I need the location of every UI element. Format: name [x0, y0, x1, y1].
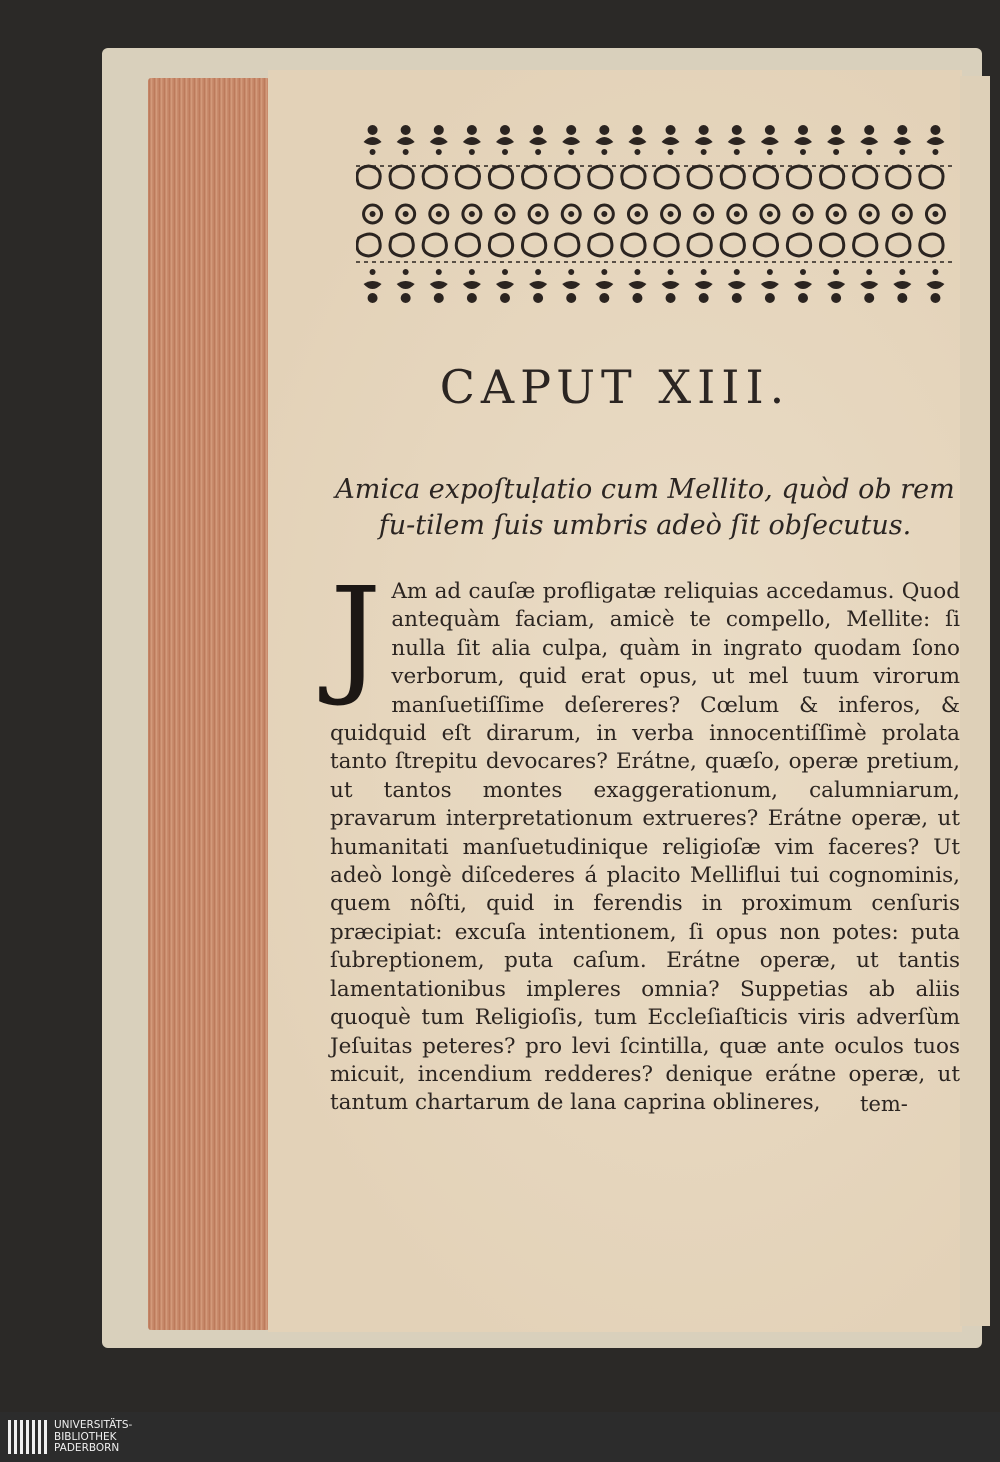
ornament-motif [463, 281, 481, 289]
ornament-motif [787, 234, 810, 256]
ornament-motif [628, 281, 646, 289]
ornament-motif [800, 211, 806, 217]
ornament-motif [864, 293, 874, 303]
ornament-motif [436, 211, 442, 217]
ornament-motif [370, 211, 376, 217]
ornament-pattern [356, 125, 952, 303]
ornament-motif [634, 211, 640, 217]
ornament-motif [533, 293, 543, 303]
ornament-motif [403, 149, 409, 155]
ornament-motif [502, 269, 508, 275]
ornament-motif [556, 234, 579, 256]
ornament-motif [535, 269, 541, 275]
ornament-motif [403, 269, 409, 275]
ornament-motif [655, 234, 678, 256]
ornament-motif [866, 211, 872, 217]
ornament-motif [827, 281, 845, 289]
ornament-motif [897, 125, 907, 135]
ornament-motif [695, 137, 713, 145]
ornament-motif [368, 293, 378, 303]
ornament-motif [463, 137, 481, 145]
ornament-motif [599, 125, 609, 135]
ornament-motif [496, 281, 514, 289]
ornament-motif [701, 149, 707, 155]
ornament-motif [721, 234, 744, 256]
ornament-motif [456, 166, 479, 188]
ornament-motif [456, 234, 479, 256]
ornament-motif [662, 137, 680, 145]
ornament-motif [556, 166, 579, 188]
ornament-motif [930, 125, 940, 135]
chapter-title: CAPUT XIII. [439, 360, 791, 414]
ornament-motif [833, 149, 839, 155]
catchword: tem- [860, 1092, 908, 1116]
ornament-motif [754, 166, 777, 188]
ornament-motif [787, 166, 810, 188]
ornament-motif [899, 211, 905, 217]
ornament-motif [469, 211, 475, 217]
ornament-motif [666, 293, 676, 303]
ornament-motif [926, 281, 944, 289]
ornament-motif [589, 234, 612, 256]
ornament-motif [887, 166, 910, 188]
ornament-motif [728, 137, 746, 145]
ornament-motif [634, 269, 640, 275]
ornament-motif [734, 149, 740, 155]
ornament-motif [765, 125, 775, 135]
ornament-motif [401, 293, 411, 303]
ornament-motif [489, 166, 512, 188]
ornament-motif [601, 211, 607, 217]
ornament-motif [866, 149, 872, 155]
ornament-motif [522, 234, 545, 256]
ornament-motif [500, 293, 510, 303]
ornament-motif [932, 211, 938, 217]
ornament-motif [599, 293, 609, 303]
ornament-motif [489, 234, 512, 256]
ornament-motif [827, 137, 845, 145]
ornament-motif [562, 137, 580, 145]
ornament-motif [866, 269, 872, 275]
ornament-motif [436, 269, 442, 275]
ornament-motif [767, 269, 773, 275]
ornament-motif [357, 234, 380, 256]
ornament-motif [728, 281, 746, 289]
ornament-motif [794, 281, 812, 289]
ornament-motif [831, 293, 841, 303]
ornament-motif [666, 125, 676, 135]
ornament-motif [622, 234, 645, 256]
ornament-motif [368, 125, 378, 135]
body-text [330, 561, 960, 1118]
ornament-motif [502, 149, 508, 155]
ornament-motif [798, 125, 808, 135]
ornament-motif [833, 211, 839, 217]
ornament-motif [820, 166, 843, 188]
ornament-motif [732, 125, 742, 135]
ornament-motif [522, 166, 545, 188]
ornament-motif [562, 281, 580, 289]
printers-ornament [356, 122, 952, 306]
library-logo-text [54, 1420, 132, 1455]
ornament-motif [397, 281, 415, 289]
ornament-motif [634, 149, 640, 155]
ornament-motif [403, 211, 409, 217]
chapter-summary: Amica expoſtuḷatio cum Mellito, quòd ob rem fu-tilem ſuis umbris adeò ſit obſecutus. [335, 474, 955, 541]
ornament-motif [701, 269, 707, 275]
ornament-motif [794, 137, 812, 145]
ornament-motif [496, 137, 514, 145]
library-logo-icon [8, 1420, 48, 1454]
ornament-motif [467, 293, 477, 303]
ornament-motif [688, 166, 711, 188]
ornament-motif [628, 137, 646, 145]
ornament-motif [469, 269, 475, 275]
ornament-motif [800, 149, 806, 155]
logo-line-2: BIBLIOTHEK [54, 1430, 117, 1443]
ornament-motif [930, 293, 940, 303]
ornament-motif [893, 281, 911, 289]
ornament-motif [668, 269, 674, 275]
ornament-motif [601, 269, 607, 275]
ornament-motif [833, 269, 839, 275]
ornament-motif [535, 211, 541, 217]
ornament-motif [854, 234, 877, 256]
ornament-motif [761, 281, 779, 289]
ornament-motif [423, 234, 446, 256]
ornament-motif [364, 137, 382, 145]
drop-cap: J [330, 561, 382, 710]
page-edges [148, 78, 270, 1330]
ornament-motif [899, 269, 905, 275]
ornament-motif [595, 137, 613, 145]
ornament-motif [390, 166, 413, 188]
ornament-motif [767, 211, 773, 217]
ornament-motif [662, 281, 680, 289]
ornament-motif [860, 137, 878, 145]
ornament-motif [423, 166, 446, 188]
ornament-motif [589, 166, 612, 188]
ornament-motif [767, 149, 773, 155]
ornament-motif [699, 293, 709, 303]
ornament-motif [500, 125, 510, 135]
ornament-motif [854, 166, 877, 188]
ornament-motif [533, 125, 543, 135]
ornament-motif [436, 149, 442, 155]
ornament-motif [920, 234, 943, 256]
ornament-motif [932, 269, 938, 275]
ornament-motif [887, 234, 910, 256]
ornament-motif [893, 137, 911, 145]
ornament-motif [761, 137, 779, 145]
ornament-motif [864, 125, 874, 135]
ornament-motif [535, 149, 541, 155]
ornament-motif [695, 281, 713, 289]
ornament-motif [357, 166, 380, 188]
ornament-motif [721, 166, 744, 188]
ornament-motif [601, 149, 607, 155]
ornament-motif [430, 137, 448, 145]
ornament-motif [899, 149, 905, 155]
ornament-motif [568, 149, 574, 155]
ornament-motif [932, 149, 938, 155]
ornament-motif [701, 211, 707, 217]
ornament-motif [732, 293, 742, 303]
footer-bar [0, 1412, 1000, 1462]
ornament-motif [798, 293, 808, 303]
ornament-motif [668, 149, 674, 155]
ornament-motif [434, 125, 444, 135]
ornament-motif [622, 166, 645, 188]
ornament-motif [734, 269, 740, 275]
ornament-motif [434, 293, 444, 303]
logo-line-1: UNIVERSITÄTS- [54, 1419, 133, 1431]
ornament-motif [529, 137, 547, 145]
ornament-motif [364, 281, 382, 289]
body-paragraph: Am ad cauſæ profligatæ reliquias accedamus. Quod antequàm faciam, amicè te compello, Mellite: ſi nulla ſit alia culpa, quàm in ingrato quodam ſono verborum, quid erat opus, ut mel tuum virorum manſuetiſſime deſereres? Cœlum & inferos, & quidquid eſt dirarum, in verba innocentiſſimè prolata tanto ſtrepitu devocares? Erátne, quæſo, operæ pretium, ut tantos montes exaggerationum, calumniarum, pravarum interpretationum extrueres? Erátne operæ, ut humanitati manſuetudinique religioſæ vim faceres? Ut adeò longè diſcederes á placito Melliflui tui cognominis, quem nôſti, quid in ferendis in proximum cenſuris præcipiat: excuſa intentionem, ſi opus non potes: puta ſubreptionem, puta caſum. Erátne operæ, ut tantis lamentationibus impleres omnia? Suppetias ab aliis quoquè tum Religioſis, tum Eccleſiaſticis viris adverſùm Jeſuitas peteres? pro levi ſcintilla, quæ ante oculos tuos micuit, incendium redderes? denique erátne operæ, ut tantum chartarum de lana caprina oblineres, [330, 579, 960, 1116]
ornament-motif [820, 234, 843, 256]
ornament-motif [390, 234, 413, 256]
ornament-motif [688, 234, 711, 256]
ornament-motif [370, 269, 376, 275]
ornament-motif [668, 211, 674, 217]
ornament-motif [568, 211, 574, 217]
ornament-motif [566, 293, 576, 303]
ornament-motif [502, 211, 508, 217]
facing-page-edge [960, 76, 990, 1326]
logo-line-3: PADERBORN [54, 1442, 120, 1454]
ornament-motif [566, 125, 576, 135]
ornament-motif [831, 125, 841, 135]
ornament-motif [370, 149, 376, 155]
ornament-motif [754, 234, 777, 256]
ornament-motif [568, 269, 574, 275]
ornament-motif [632, 293, 642, 303]
ornament-motif [469, 149, 475, 155]
ornament-motif [699, 125, 709, 135]
ornament-motif [655, 166, 678, 188]
ornament-motif [397, 137, 415, 145]
ornament-motif [430, 281, 448, 289]
ornament-motif [926, 137, 944, 145]
ornament-motif [920, 166, 943, 188]
ornament-motif [401, 125, 411, 135]
ornament-motif [897, 293, 907, 303]
ornament-motif [595, 281, 613, 289]
ornament-motif [800, 269, 806, 275]
ornament-motif [467, 125, 477, 135]
ornament-motif [734, 211, 740, 217]
ornament-motif [860, 281, 878, 289]
ornament-motif [765, 293, 775, 303]
ornament-motif [529, 281, 547, 289]
ornament-motif [632, 125, 642, 135]
